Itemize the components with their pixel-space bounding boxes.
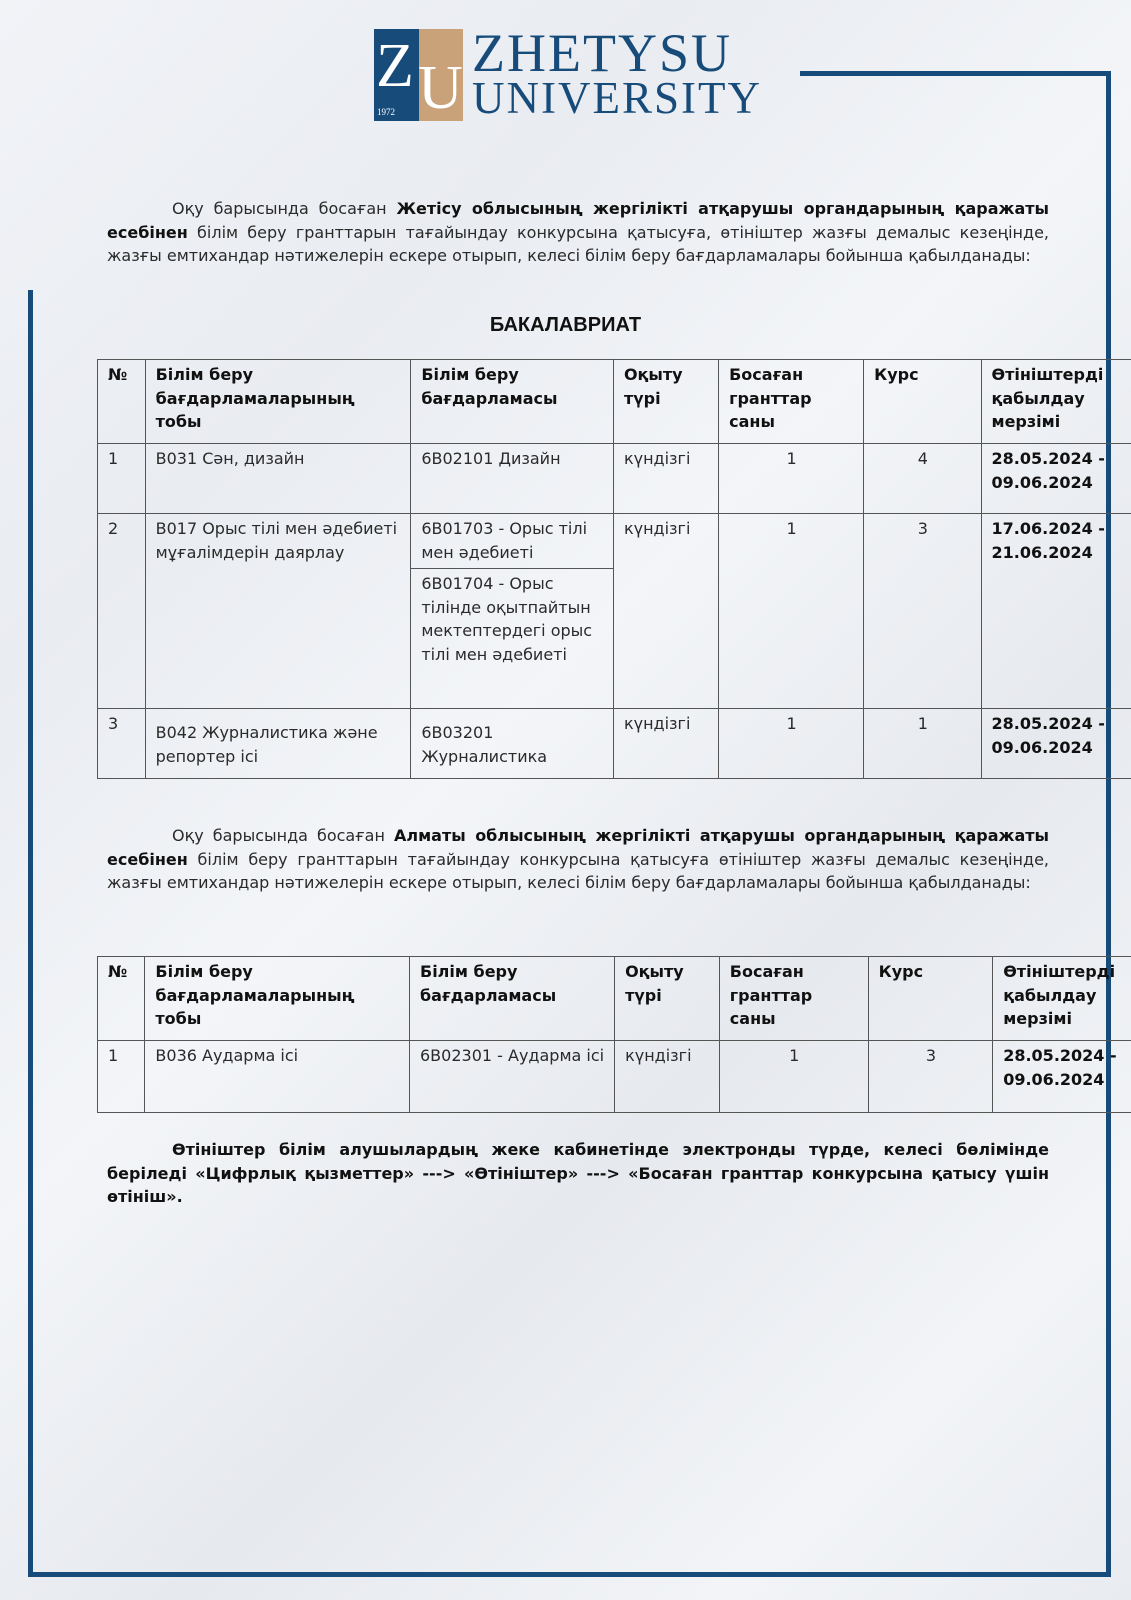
header-grants: Босаған гранттар саны <box>719 360 864 444</box>
cell-group: B042 Журналистика және репортер ісі <box>145 709 411 779</box>
cell-grants: 1 <box>719 709 864 779</box>
header-group: Білім беру бағдарламаларының тобы <box>145 360 411 444</box>
cell-grants: 1 <box>719 1041 868 1113</box>
table-header-row <box>98 957 1131 1041</box>
logo-name-line2: UNIVERSITY <box>472 73 762 123</box>
section-title: БАКАЛАВРИАТ <box>489 314 642 336</box>
header-deadline: Өтініштерді қабылдау мерзімі <box>993 957 1131 1041</box>
cell-program: 6B01703 - Орыс тілі мен әдебиеті <box>411 514 614 569</box>
cell-group: B017 Орыс тілі мен әдебиеті мұғалімдерін даярлау <box>145 514 411 709</box>
intro1-bold: Жетісу облысының жергілікті атқарушы органдарының қаражаты есебінен <box>107 199 1050 242</box>
header-num: № <box>98 360 146 444</box>
cell-form: күндізгі <box>613 444 718 514</box>
header-program: Білім беру бағдарламасы <box>410 957 615 1041</box>
bachelor-table-2 <box>97 956 1131 1113</box>
intro-paragraph-1 <box>107 197 1049 268</box>
cell-course: 3 <box>864 514 981 709</box>
header-grants: Босаған гранттар саны <box>719 957 868 1041</box>
cell-grants: 1 <box>719 444 864 514</box>
table-row <box>98 514 1131 569</box>
header-group: Білім беру бағдарламаларының тобы <box>145 957 410 1041</box>
intro2-text-pre: Оқу барысында босаған <box>172 826 394 845</box>
intro2-text-post: білім беру гранттарын тағайындау конкурсына қатысуға өтініштер жазғы демалыс кезеңінде, жазғы емтихандар нәтижелерін ескере отырып, келесі білім беру бағдарламалары бойынша қабылданады: <box>107 849 1049 892</box>
header-program: Білім беру бағдарламасы <box>411 360 614 444</box>
logo-year: 1972 <box>377 107 395 117</box>
cell-grants: 1 <box>719 514 864 709</box>
cell-course: 4 <box>864 444 981 514</box>
intro2-bold: Алматы облысының жергілікті атқарушы органдарының қаражаты есебінен <box>107 826 1050 869</box>
cell-program: 6B02101 Дизайн <box>411 444 614 514</box>
cell-form: күндізгі <box>615 1041 720 1113</box>
bachelor-table-1 <box>97 359 1131 779</box>
cell-course: 3 <box>868 1041 993 1113</box>
cell-deadline: 17.06.2024 - 21.06.2024 <box>981 514 1131 709</box>
table-header-row <box>98 360 1131 444</box>
table-row <box>98 444 1131 514</box>
intro-paragraph-2 <box>107 824 1049 895</box>
table-row <box>98 1041 1131 1113</box>
frame-top-line <box>800 71 1111 76</box>
cell-program: 6B03201 Журналистика <box>411 709 614 779</box>
cell-course: 1 <box>864 709 981 779</box>
frame-right-line <box>1106 71 1111 1577</box>
header-form: Оқыту түрі <box>613 360 718 444</box>
header-course: Курс <box>864 360 981 444</box>
cell-num: 2 <box>98 514 146 709</box>
cell-program: 6B02301 - Аударма ісі <box>410 1041 615 1113</box>
cell-num: 3 <box>98 709 146 779</box>
header-num: № <box>98 957 145 1041</box>
header-course: Курс <box>868 957 993 1041</box>
logo-initial-u: U <box>418 54 463 122</box>
cell-form: күндізгі <box>613 709 718 779</box>
cell-group: B036 Аударма ісі <box>145 1041 410 1113</box>
intro1-text-post: білім беру гранттарын тағайындау конкурсына қатысуға, өтініштер жазғы демалыс кезеңінде, жазғы емтихандар нәтижелерін ескере отырып, келесі білім беру бағдарламалары бойынша қабылданады: <box>107 222 1049 265</box>
cell-deadline: 28.05.2024 - 09.06.2024 <box>993 1041 1131 1113</box>
cell-num: 1 <box>98 1041 145 1113</box>
frame-left-line <box>28 290 33 1577</box>
frame-bottom-line <box>28 1572 1111 1577</box>
closing-paragraph <box>107 1138 1049 1209</box>
header-form: Оқыту түрі <box>615 957 720 1041</box>
cell-deadline: 28.05.2024 - 09.06.2024 <box>981 709 1131 779</box>
cell-program: 6B01704 - Орыс тілінде оқытпайтын мектептердегі орыс тілі мен әдебиеті <box>411 569 614 709</box>
intro1-text-pre: Оқу барысында босаған <box>172 199 397 218</box>
cell-num: 1 <box>98 444 146 514</box>
table-row <box>98 709 1131 779</box>
university-logo <box>374 23 764 123</box>
logo-name-line1: ZHETYSU <box>472 23 732 83</box>
logo-initial-z: Z <box>376 32 414 100</box>
header-deadline: Өтініштерді қабылдау мерзімі <box>981 360 1131 444</box>
closing-text: Өтініштер білім алушылардың жеке кабинетінде электронды түрде, келесі бөлімінде беріледі «Цифрлық қызметтер» ---> «Өтініштер» ---> «Босаған гранттар конкурсына қатысу үшін өтініш». <box>107 1140 1049 1206</box>
cell-deadline: 28.05.2024 - 09.06.2024 <box>981 444 1131 514</box>
cell-group: B031 Сән, дизайн <box>145 444 411 514</box>
cell-form: күндізгі <box>613 514 718 709</box>
